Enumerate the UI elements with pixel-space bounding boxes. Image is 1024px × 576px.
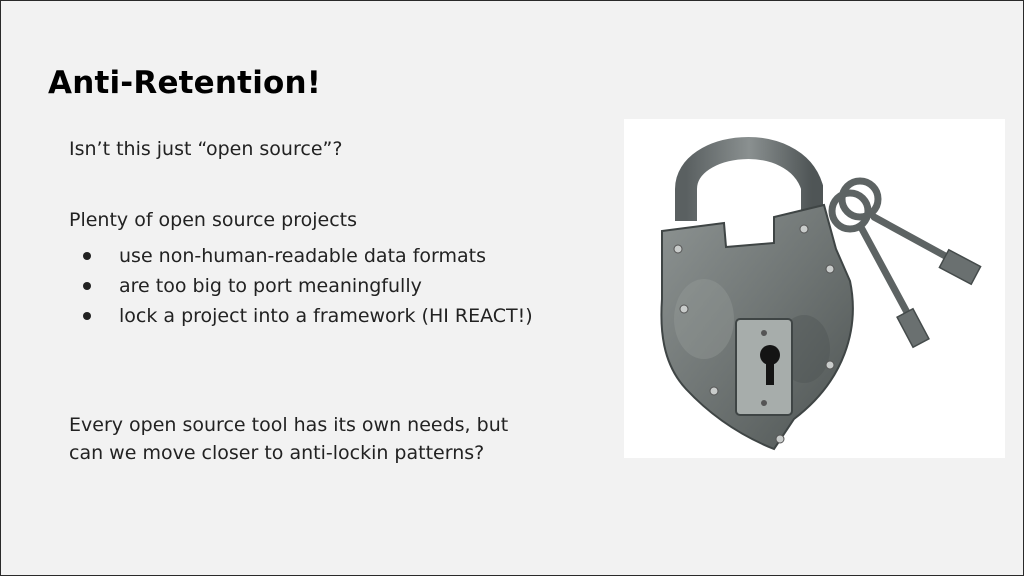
slide-title: Anti-Retention! <box>48 65 322 101</box>
bullet-text: use non-human-readable data formats <box>119 245 486 267</box>
padlock-image <box>624 119 1005 458</box>
bullet-icon <box>83 252 91 260</box>
intro-text: Plenty of open source projects <box>69 209 357 231</box>
question-text: Isn’t this just “open source”? <box>69 138 343 160</box>
closing-line-1: Every open source tool has its own needs, but <box>69 414 509 436</box>
bullet-text: lock a project into a framework (HI REACT!) <box>119 305 533 327</box>
closing-line-2: can we move closer to anti-lockin patterns? <box>69 442 485 464</box>
padlock-with-keys-icon <box>624 119 1005 458</box>
bullet-text: are too big to port meaningfully <box>119 275 422 297</box>
bullet-icon <box>83 312 91 320</box>
closing-text <box>69 411 508 467</box>
bullet-list <box>69 241 533 331</box>
bullet-item <box>69 271 533 301</box>
bullet-icon <box>83 282 91 290</box>
bullet-item <box>69 301 533 331</box>
bullet-item <box>69 241 533 271</box>
